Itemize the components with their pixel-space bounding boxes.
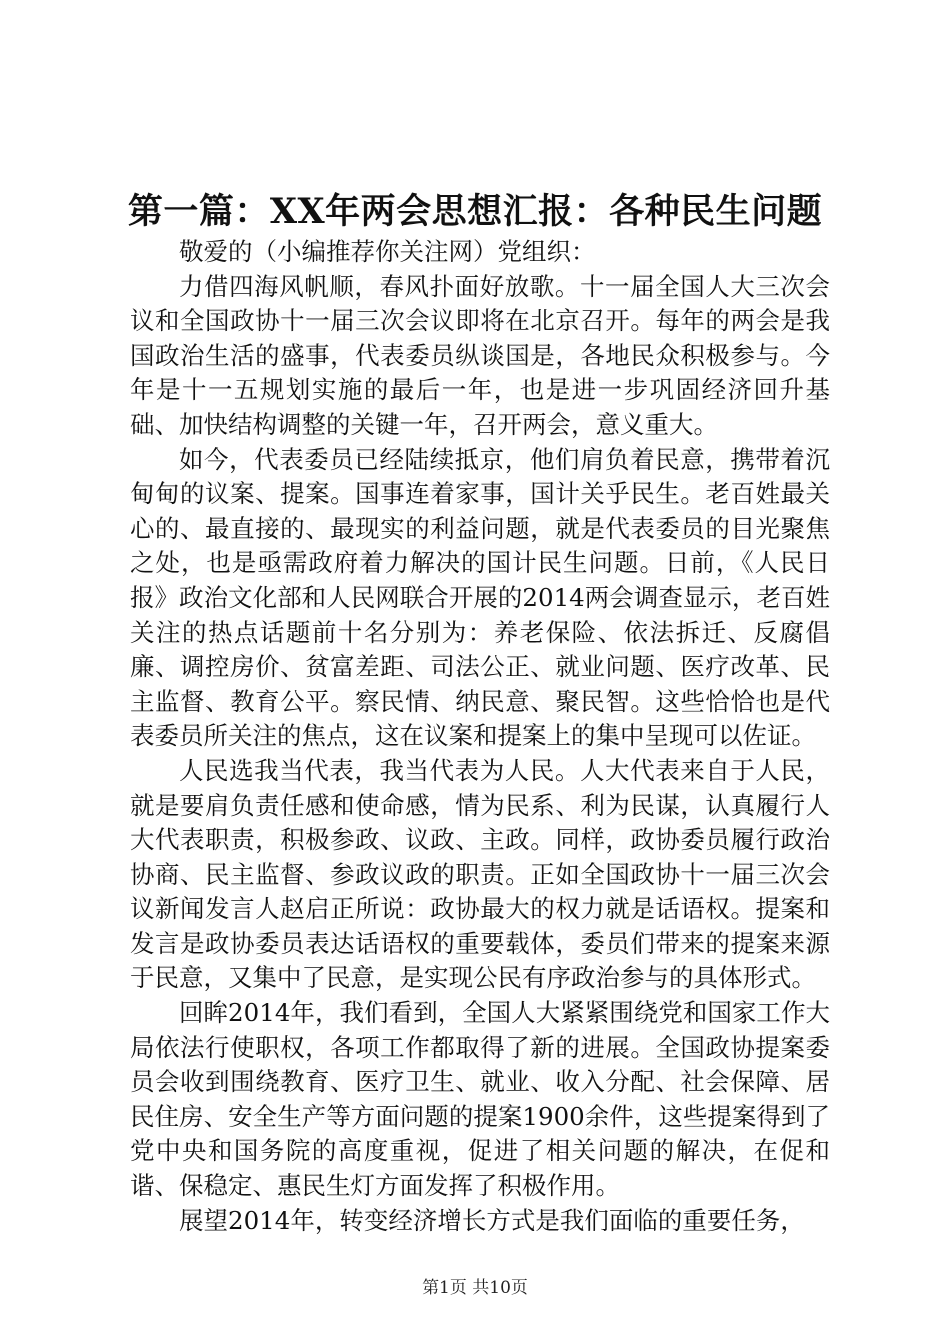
document-title: 第一篇：XX年两会思想汇报：各种民生问题 <box>127 191 823 232</box>
paragraph-4: 回眸2014年，我们看到，全国人大紧紧围绕党和国家工作大局依法行使职权，各项工作都取得了新的进展。全国政协提案委员会收到围绕教育、医疗卫生、就业、收入分配、社会保障、居民住房、安全生产等方面问题的提案1900余件，这些提案得到了党中央和国务院的高度重视，促进了相关问题的解决，在促和谐、保稳定、惠民生灯方面发挥了积极作用。 <box>130 998 830 1201</box>
page-number-footer: 第1页 共10页 <box>422 1278 528 1298</box>
paragraph-5: 展望2014年，转变经济增长方式是我们面临的重要任务， <box>179 1205 805 1235</box>
salutation: 敬爱的（小编推荐你关注网）党组织： <box>179 237 596 266</box>
paragraph-3: 人民选我当代表，我当代表为人民。人大代表来自于人民，就是要肩负责任感和使命感，情为民系、利为民谋，认真履行人大代表职责，积极参政、议政、主政。同样，政协委员履行政治协商、民主监督、参政议政的职责。正如全国政协十一届三次会议新闻发言人赵启正所说：政协最大的权力就是话语权。提案和发言是政协委员表达话语权的重要载体，委员们带来的提案来源于民意，又集中了民意，是实现公民有序政治参与的具体形式。 <box>130 755 830 993</box>
document-body <box>130 235 830 1238</box>
paragraph-1: 力借四海风帆顺，春风扑面好放歌。十一届全国人大三次会议和全国政协十一届三次会议即将在北京召开。每年的两会是我国政治生活的盛事，代表委员纵谈国是，各地民众积极参与。今年是十一五规划实施的最后一年，也是进一步巩固经济回升基础、加快结构调整的关键一年，召开两会，意义重大。 <box>130 271 830 439</box>
paragraph-2: 如今，代表委员已经陆续抵京，他们肩负着民意，携带着沉甸甸的议案、提案。国事连着家事，国计关乎民生。老百姓最关心的、最直接的、最现实的利益问题，就是代表委员的目光聚焦之处，也是亟需政府着力解决的国计民生问题。日前，《人民日报》政治文化部和人民网联合开展的2014两会调查显示，老百姓关注的热点话题前十名分别为：养老保险、依法拆迁、反腐倡廉、调控房价、贫富差距、司法公正、就业问题、医疗改革、民主监督、教育公平。察民情、纳民意、聚民智。这些恰恰也是代表委员所关注的焦点，这在议案和提案上的集中呈现可以佐证。 <box>130 444 830 751</box>
